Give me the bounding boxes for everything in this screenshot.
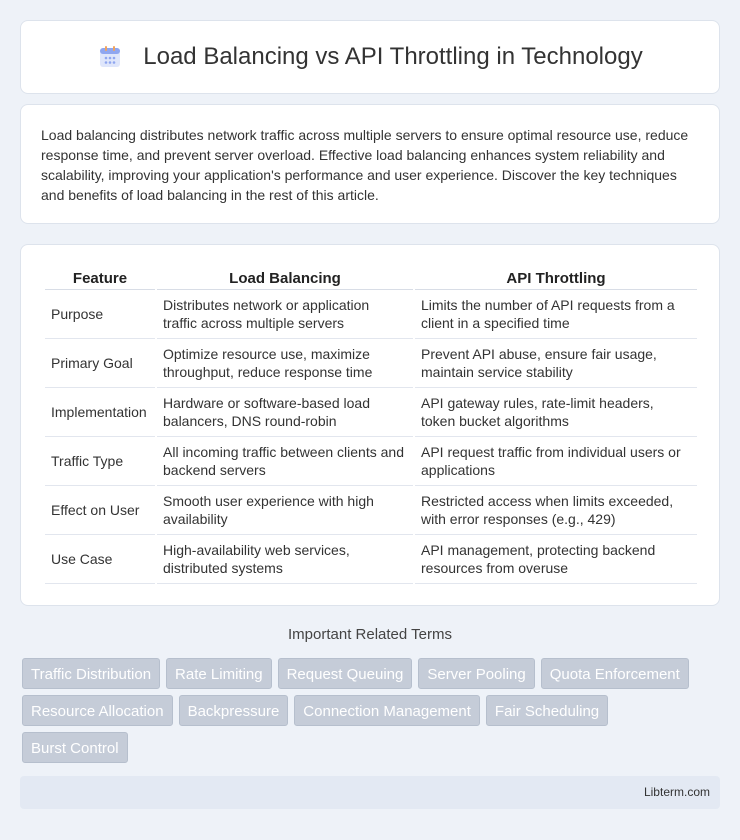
- table-row: [45, 388, 697, 437]
- column-header-feature: Feature: [45, 265, 155, 290]
- page-title: Load Balancing vs API Throttling in Technology: [143, 43, 643, 70]
- api-throttling-cell: API gateway rules, rate-limit headers, token bucket algorithms: [415, 388, 697, 437]
- api-throttling-cell: Limits the number of API requests from a client in a specified time: [415, 290, 697, 339]
- api-throttling-cell: Restricted access when limits exceeded, with error responses (e.g., 429): [415, 486, 697, 535]
- load-balancing-cell: Optimize resource use, maximize throughput, reduce response time: [157, 339, 413, 388]
- table-header-row: [45, 265, 697, 290]
- column-header-load-balancing: Load Balancing: [157, 265, 413, 290]
- intro-text: Load balancing distributes network traffic across multiple servers to ensure optimal resource use, reduce response time, and prevent server overload. Effective load balancing enhances system reliability and scalability, improving your application's performance and user experience. Discover the key techniques and benefits of load balancing in the rest of this article.: [41, 127, 689, 203]
- footer: [20, 776, 720, 809]
- term-tag[interactable]: Resource Allocation: [22, 695, 173, 726]
- footer-site-link[interactable]: Libterm.com: [643, 785, 710, 799]
- related-terms-heading: Important Related Terms: [288, 626, 452, 643]
- feature-cell: Use Case: [45, 535, 155, 584]
- column-header-api-throttling: API Throttling: [415, 265, 697, 290]
- table-row: [45, 486, 697, 535]
- comparison-table-card: [20, 244, 720, 606]
- load-balancing-cell: Smooth user experience with high availability: [157, 486, 413, 535]
- load-balancing-cell: All incoming traffic between clients and backend servers: [157, 437, 413, 486]
- term-tag[interactable]: Fair Scheduling: [486, 695, 608, 726]
- feature-cell: Implementation: [45, 388, 155, 437]
- table-row: [45, 535, 697, 584]
- term-tag[interactable]: Traffic Distribution: [22, 658, 160, 689]
- term-tag[interactable]: Rate Limiting: [166, 658, 272, 689]
- load-balancing-cell: Hardware or software-based load balancers, DNS round-robin: [157, 388, 413, 437]
- load-balancing-cell: Distributes network or application traffic across multiple servers: [157, 290, 413, 339]
- api-throttling-cell: API request traffic from individual users or applications: [415, 437, 697, 486]
- title-card: [20, 20, 720, 94]
- load-balancing-cell: High-availability web services, distributed systems: [157, 535, 413, 584]
- feature-cell: Effect on User: [45, 486, 155, 535]
- table-row: [45, 290, 697, 339]
- feature-cell: Primary Goal: [45, 339, 155, 388]
- term-tag[interactable]: Burst Control: [22, 732, 128, 763]
- api-throttling-cell: API management, protecting backend resources from overuse: [415, 535, 697, 584]
- feature-cell: Purpose: [45, 290, 155, 339]
- term-tag[interactable]: Quota Enforcement: [541, 658, 689, 689]
- related-terms-list: [22, 658, 722, 769]
- calendar-icon: [97, 44, 123, 70]
- term-tag[interactable]: Backpressure: [179, 695, 289, 726]
- intro-card: [20, 104, 720, 224]
- feature-cell: Traffic Type: [45, 437, 155, 486]
- term-tag[interactable]: Request Queuing: [278, 658, 413, 689]
- term-tag[interactable]: Server Pooling: [418, 658, 534, 689]
- term-tag[interactable]: Connection Management: [294, 695, 480, 726]
- api-throttling-cell: Prevent API abuse, ensure fair usage, maintain service stability: [415, 339, 697, 388]
- comparison-table: [43, 265, 699, 584]
- table-row: [45, 339, 697, 388]
- table-row: [45, 437, 697, 486]
